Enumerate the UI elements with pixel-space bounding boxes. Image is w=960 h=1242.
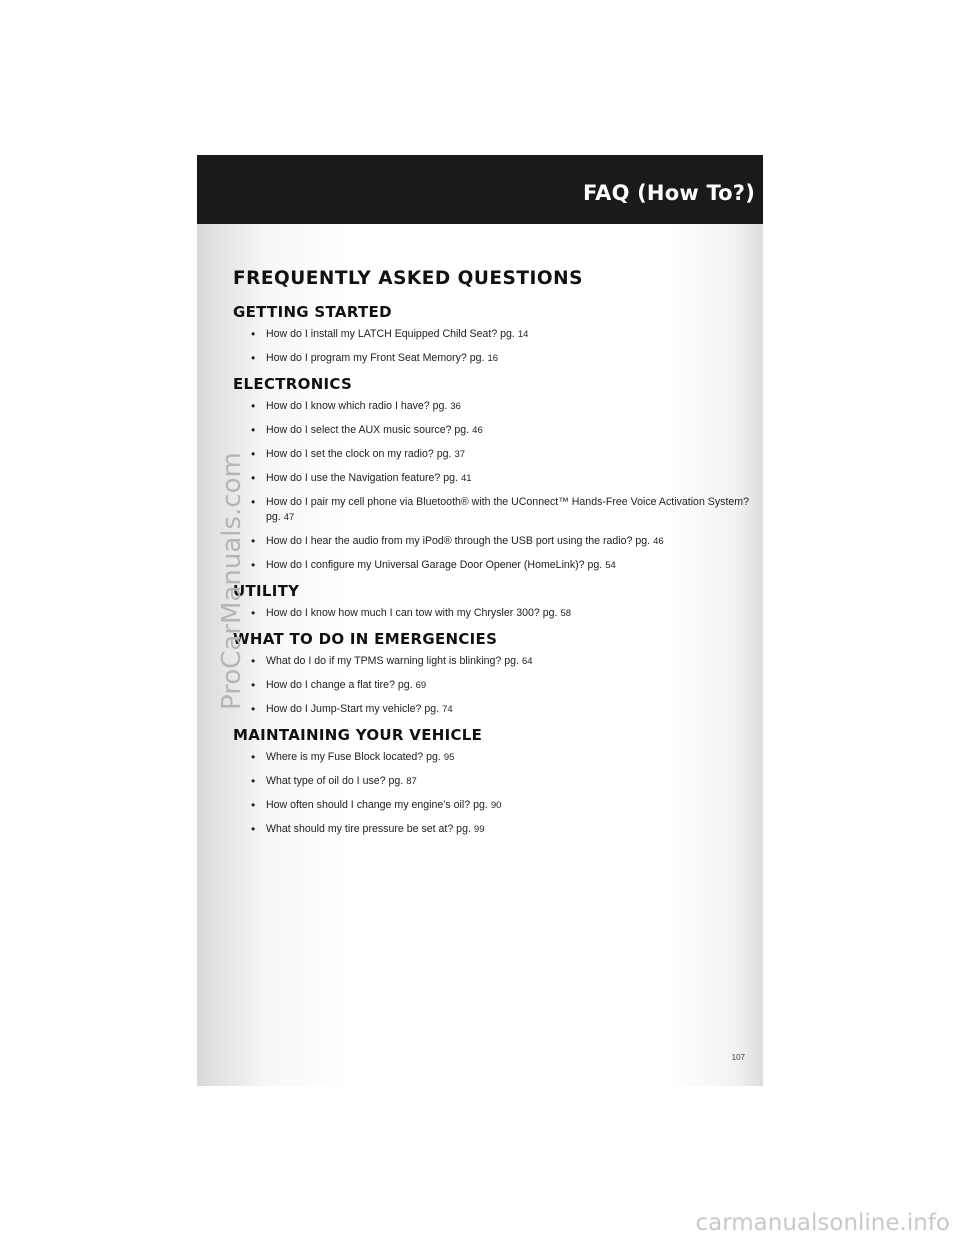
faq-section — [233, 582, 753, 621]
faq-question: What type of oil do I use? pg. — [266, 775, 404, 787]
faq-page-ref: 95 — [443, 752, 455, 763]
faq-question: How do I install my LATCH Equipped Child Seat? pg. — [266, 328, 515, 340]
faq-item — [243, 678, 753, 693]
faq-page-ref: 37 — [454, 449, 466, 460]
faq-item — [243, 423, 753, 438]
faq-question: How do I change a flat tire? pg. — [266, 679, 413, 691]
faq-item — [243, 654, 753, 669]
faq-item — [243, 774, 753, 789]
faq-page-ref: 46 — [653, 536, 664, 547]
faq-item — [243, 798, 753, 813]
page-header-bar — [197, 155, 763, 224]
section-heading: ELECTRONICS — [233, 375, 353, 393]
faq-question: How do I program my Front Seat Memory? pg. — [266, 352, 485, 364]
faq-page-ref: 87 — [406, 776, 417, 787]
faq-page-ref: 41 — [461, 473, 472, 484]
faq-item — [243, 558, 753, 573]
faq-page-ref: 69 — [415, 680, 427, 691]
faq-item — [243, 471, 753, 486]
page-header-title: FAQ (How To?) — [582, 181, 755, 205]
faq-question: How do I pair my cell phone via Bluetooth® with the UConnect™ Hands-Free Voice Activation System? pg. — [266, 496, 749, 523]
faq-question: Where is my Fuse Block located? pg. — [266, 751, 441, 763]
faq-section — [233, 726, 753, 837]
faq-list — [233, 399, 753, 573]
faq-page-ref: 74 — [442, 704, 453, 715]
faq-list — [233, 606, 753, 621]
faq-question: What should my tire pressure be set at? pg. — [266, 823, 471, 835]
faq-item — [243, 606, 753, 621]
faq-sections — [233, 303, 753, 837]
faq-item — [243, 750, 753, 765]
faq-item — [243, 351, 753, 366]
faq-question: How do I use the Navigation feature? pg. — [266, 472, 458, 484]
faq-question: How do I know how much I can tow with my Chrysler 300? pg. — [266, 607, 558, 619]
faq-item — [243, 702, 753, 717]
faq-page-ref: 16 — [487, 353, 499, 364]
faq-item — [243, 822, 753, 837]
faq-content — [233, 268, 753, 846]
faq-page-ref: 90 — [490, 800, 502, 811]
faq-item — [243, 327, 753, 342]
watermark-procarmanuals: ProCarManuals.com — [217, 452, 247, 710]
faq-page-ref: 58 — [560, 608, 572, 619]
faq-question: How do I select the AUX music source? pg. — [266, 424, 470, 436]
faq-question: What do I do if my TPMS warning light is blinking? pg. — [266, 655, 519, 667]
faq-section — [233, 303, 753, 366]
faq-item — [243, 495, 753, 525]
faq-list — [233, 654, 753, 717]
faq-page-ref: 46 — [472, 425, 483, 436]
faq-item — [243, 447, 753, 462]
faq-page-ref: 64 — [522, 656, 533, 667]
manual-page — [197, 155, 763, 1086]
faq-question: How often should I change my engine’s oil? pg. — [266, 799, 488, 811]
faq-list — [233, 750, 753, 837]
faq-page-ref: 36 — [450, 401, 461, 412]
faq-section — [233, 630, 753, 717]
faq-page-ref: 14 — [517, 329, 529, 340]
watermark-carmanualsonline: carmanualsonline.info — [695, 1210, 950, 1236]
section-heading: MAINTAINING YOUR VEHICLE — [233, 726, 483, 744]
faq-question: How do I hear the audio from my iPod® through the USB port using the radio? pg. — [266, 535, 651, 547]
faq-question: How do I know which radio I have? pg. — [266, 400, 448, 412]
section-heading: GETTING STARTED — [233, 303, 392, 321]
main-heading: FREQUENTLY ASKED QUESTIONS — [233, 268, 583, 289]
faq-question: How do I configure my Universal Garage Door Opener (HomeLink)? pg. — [266, 559, 603, 571]
faq-page-ref: 54 — [605, 560, 616, 571]
faq-list — [233, 327, 753, 366]
faq-question: How do I set the clock on my radio? pg. — [266, 448, 452, 460]
faq-page-ref: 47 — [283, 512, 295, 523]
faq-item — [243, 534, 753, 549]
faq-page-ref: 99 — [473, 824, 485, 835]
section-heading: UTILITY — [233, 582, 300, 600]
faq-question: How do I Jump-Start my vehicle? pg. — [266, 703, 440, 715]
faq-item — [243, 399, 753, 414]
section-heading: WHAT TO DO IN EMERGENCIES — [233, 630, 498, 648]
faq-section — [233, 375, 753, 573]
page-number: 107 — [731, 1053, 745, 1062]
